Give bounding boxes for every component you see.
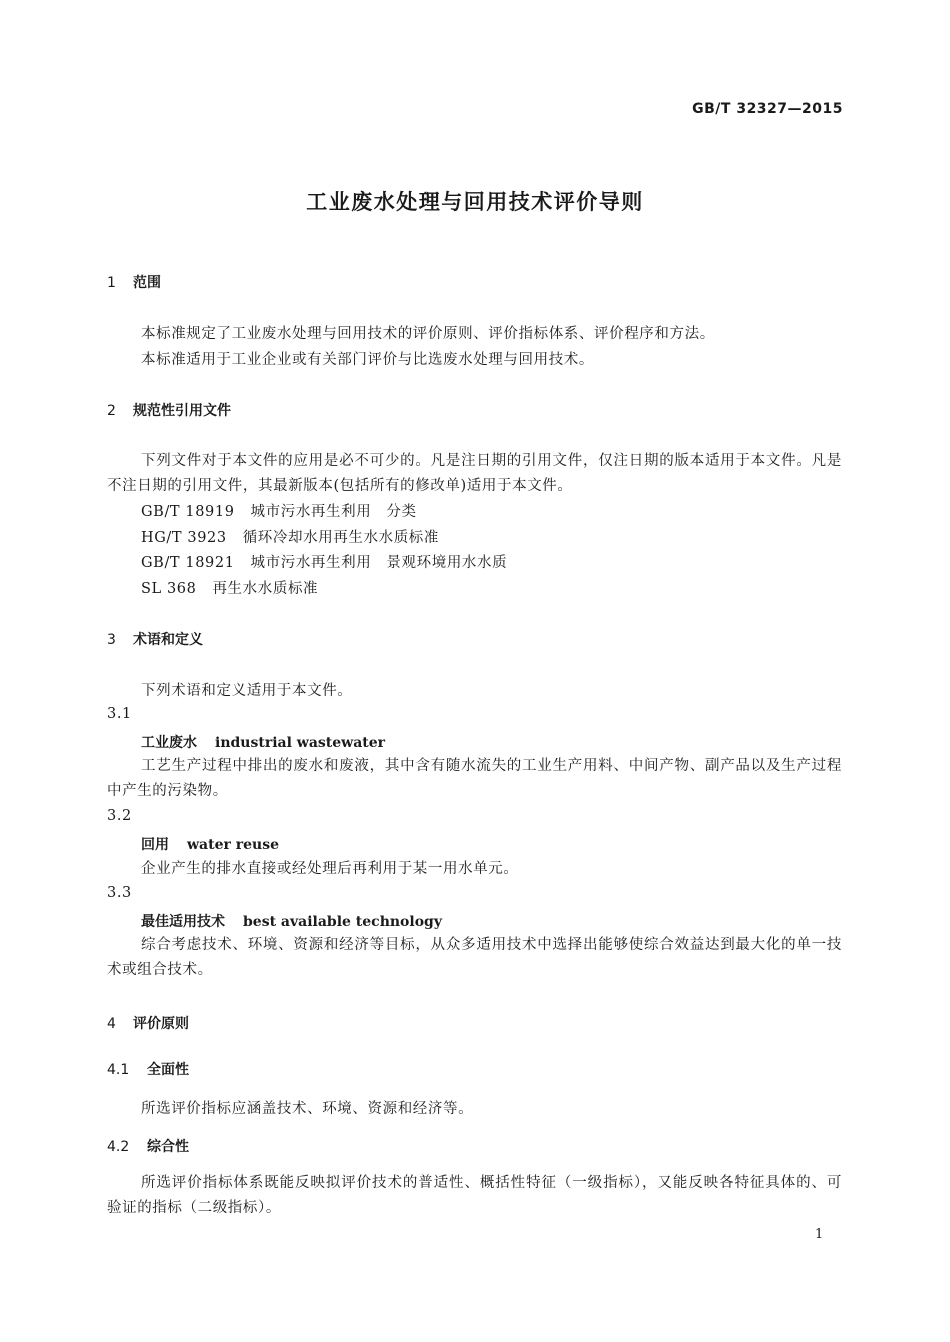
reference-name: 再生水水质标准 <box>212 581 319 597</box>
reference-code: HG/T 3923 <box>141 530 227 546</box>
section-title: 范围 <box>133 275 161 291</box>
section-title: 评价原则 <box>133 1016 189 1032</box>
term-heading <box>141 834 279 854</box>
subsection-4-1-heading <box>107 1059 189 1079</box>
reference-name: 循环冷却水用再生水水质标准 <box>242 530 440 546</box>
term-number: 3.1 <box>107 706 132 722</box>
subsection-number: 4.1 <box>107 1062 130 1078</box>
section-number: 3 <box>107 632 116 648</box>
subsection-number: 4.2 <box>107 1139 130 1155</box>
section-2-heading <box>107 400 231 420</box>
section-number: 2 <box>107 403 116 419</box>
paragraph: 下列术语和定义适用于本文件。 <box>141 683 353 699</box>
subsection-4-2-heading <box>107 1136 189 1156</box>
reference-item <box>141 577 318 598</box>
term-heading <box>141 732 385 752</box>
section-4-heading <box>107 1013 189 1033</box>
term-en: water reuse <box>187 837 279 853</box>
section-1-heading <box>107 272 161 292</box>
term-heading <box>141 911 442 931</box>
reference-code: GB/T 18921 <box>141 555 235 571</box>
term-zh: 最佳适用技术 <box>141 914 225 930</box>
subsection-title: 综合性 <box>147 1139 189 1155</box>
standard-number: GB/T 32327—2015 <box>692 101 843 117</box>
paragraph: 本标准适用于工业企业或有关部门评价与比选废水处理与回用技术。 <box>141 352 594 368</box>
reference-item <box>141 551 507 572</box>
term-definition: 综合考虑技术、环境、资源和经济等目标，从众多适用技术中选择出能够使综合效益达到最大化的单一技术或组合技术。 <box>107 937 842 978</box>
reference-name: 城市污水再生利用 分类 <box>250 504 417 520</box>
paragraph: 下列文件对于本文件的应用是必不可少的。凡是注日期的引用文件，仅注日期的版本适用于本文件。凡是不注日期的引用文件，其最新版本(包括所有的修改单)适用于本文件。 <box>107 453 842 494</box>
subsection-title: 全面性 <box>147 1062 189 1078</box>
term-number: 3.3 <box>107 885 132 901</box>
section-title: 术语和定义 <box>133 632 203 648</box>
term-zh: 工业废水 <box>141 735 197 751</box>
reference-item <box>141 526 439 547</box>
term-zh: 回用 <box>141 837 169 853</box>
reference-code: GB/T 18919 <box>141 504 235 520</box>
section-number: 4 <box>107 1016 116 1032</box>
paragraph: 所选评价指标应涵盖技术、环境、资源和经济等。 <box>141 1101 474 1117</box>
section-title: 规范性引用文件 <box>133 403 231 419</box>
paragraph: 本标准规定了工业废水处理与回用技术的评价原则、评价指标体系、评价程序和方法。 <box>141 326 715 342</box>
term-en: best available technology <box>243 914 442 930</box>
term-definition: 工艺生产过程中排出的废水和废液，其中含有随水流失的工业生产用料、中间产物、副产品以及生产过程中产生的污染物。 <box>107 758 842 799</box>
reference-item <box>141 500 417 521</box>
section-3-heading <box>107 629 203 649</box>
paragraph: 所选评价指标体系既能反映拟评价技术的普适性、概括性特征（一级指标），又能反映各特征具体的、可验证的指标（二级指标）。 <box>107 1175 842 1216</box>
section-number: 1 <box>107 275 116 291</box>
reference-code: SL 368 <box>141 581 197 597</box>
term-en: industrial wastewater <box>215 735 386 751</box>
document-title: 工业废水处理与回用技术评价导则 <box>306 190 644 214</box>
term-number: 3.2 <box>107 808 132 824</box>
page-number: 1 <box>815 1227 824 1242</box>
term-definition: 企业产生的排水直接或经处理后再利用于某一用水单元。 <box>141 861 519 877</box>
reference-name: 城市污水再生利用 景观环境用水水质 <box>250 555 508 571</box>
